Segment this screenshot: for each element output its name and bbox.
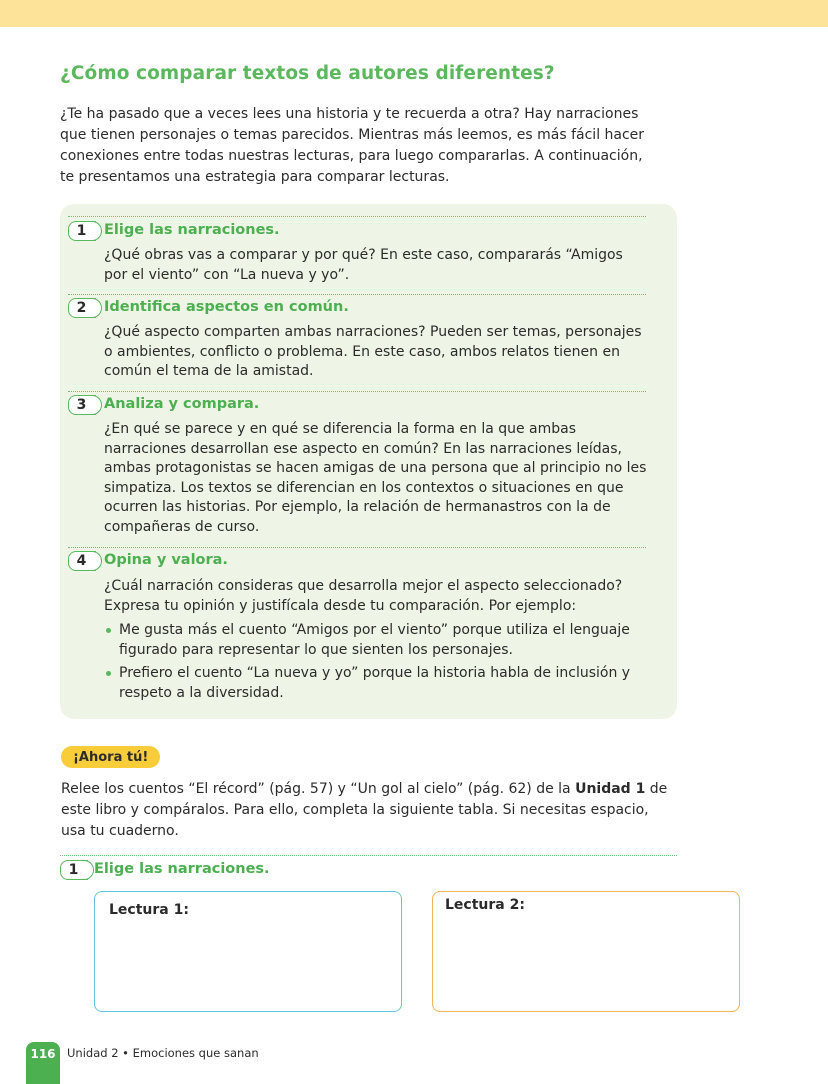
- step-number-badge: 1: [60, 860, 88, 880]
- intro-paragraph: ¿Te ha pasado que a veces lees una historia y te recuerda a otra? Hay narraciones que tienen personajes o temas parecidos. Mientras más leemos, es más fácil hacer conexiones entre todas nuestras lecturas, para luego compararlas. A continuación, te presentamos una estrategia para comparar lecturas.: [60, 106, 645, 185]
- list-item: Me gusta más el cuento “Amigos por el viento” porque utiliza el lenguaje figurado para representar lo que sienten los personajes.: [104, 621, 664, 660]
- lectura-2-label: Lectura 2:: [445, 897, 525, 913]
- step-divider: [68, 294, 646, 295]
- page-number: 116: [30, 1047, 56, 1061]
- step-number-badge: 4: [68, 551, 96, 571]
- activity-instructions: Relee los cuentos “El récord” (pág. 57) y “Un gol al cielo” (pág. 62) de la Unidad 1 de este libro y compáralos. Para ello, completa la siguiente tabla. Si necesitas espacio, usa tu cuaderno.: [61, 781, 668, 839]
- step-3-text: ¿En qué se parece y en qué se diferencia la forma en la que ambas narraciones desarrollan ese aspecto en común? En las narraciones leídas, ambas protagonistas se hacen amigas de una persona que al principio no les simpatiza. Los textos se diferencian en los contextos o situaciones en que ocurren las historias. Por ejemplo, la relación de hermanastros con la de compañeras de curso.: [104, 421, 647, 535]
- page-number-tab: [26, 1042, 60, 1084]
- step-4-title: Opina y valora.: [104, 552, 228, 568]
- step-number-badge: 3: [68, 395, 96, 415]
- step-1-title: Elige las narraciones.: [104, 222, 280, 238]
- footer-unit-label: Unidad 2 • Emociones que sanan: [67, 1046, 259, 1060]
- top-color-band: [0, 0, 828, 27]
- step-1-text: ¿Qué obras vas a comparar y por qué? En este caso, compararás “Amigos por el viento” con “La nueva y yo”.: [104, 247, 623, 283]
- step-4-text: ¿Cuál narración consideras que desarrolla mejor el aspecto seleccionado? Expresa tu opinión y justifícala desde tu comparación. Por ejemplo:: [104, 578, 623, 614]
- step-divider: [68, 547, 646, 548]
- list-item: Prefiero el cuento “La nueva y yo” porque la historia habla de inclusión y respeto a la diversidad.: [104, 664, 664, 703]
- step-number-badge: 2: [68, 298, 96, 318]
- step-3-title: Analiza y compara.: [104, 396, 260, 412]
- step-2-title: Identifica aspectos en común.: [104, 299, 349, 315]
- lectura-1-box[interactable]: [94, 891, 402, 1012]
- step-number-badge: 1: [68, 221, 96, 241]
- ahora-tu-badge: ¡Ahora tú!: [61, 746, 160, 768]
- opinion-examples-list: [104, 621, 664, 707]
- activity-step-title: Elige las narraciones.: [94, 861, 270, 877]
- lectura-1-label: Lectura 1:: [109, 902, 189, 918]
- step-divider: [68, 391, 646, 392]
- step-2-text: ¿Qué aspecto comparten ambas narraciones? Pueden ser temas, personajes o ambientes, conflicto o problema. En este caso, ambos relatos tienen en común el tema de la amistad.: [104, 324, 642, 379]
- lectura-2-box[interactable]: [432, 891, 740, 1012]
- activity-divider: [60, 855, 677, 856]
- step-divider: [68, 216, 646, 217]
- page-title: ¿Cómo comparar textos de autores diferentes?: [60, 63, 555, 84]
